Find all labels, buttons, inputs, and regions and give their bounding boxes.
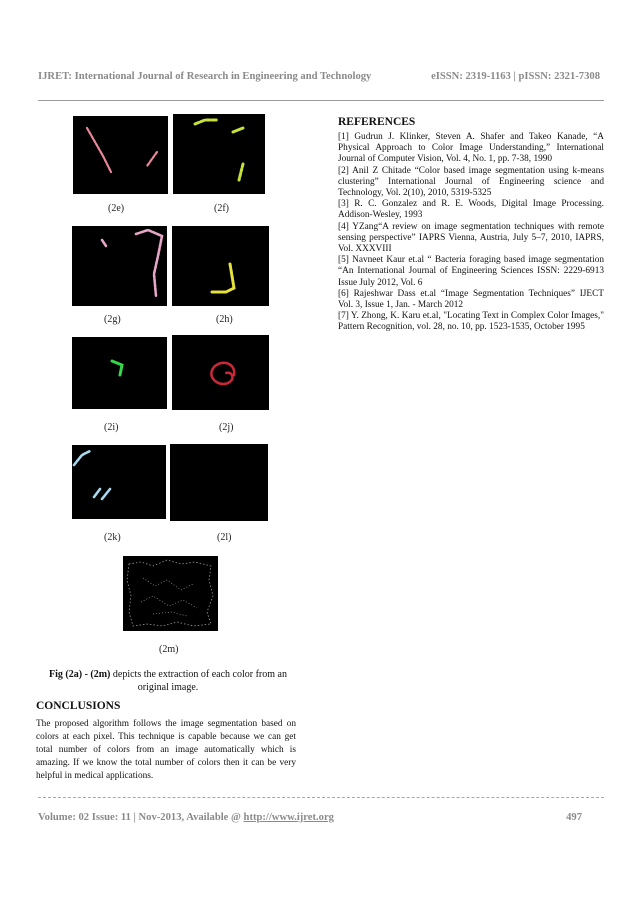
figure-2e-image [73, 116, 168, 194]
conclusions-heading: CONCLUSIONS [36, 700, 121, 712]
page-number: 497 [566, 812, 582, 823]
journal-title: IJRET: International Journal of Research in Engineering and Technology [38, 71, 372, 82]
label-2m: (2m) [159, 644, 179, 655]
footer-volume-text: Volume: 02 Issue: 11 | Nov-2013, Available @ [38, 812, 244, 823]
figure-2i-image [72, 337, 167, 409]
reference-item: [3] R. C. Gonzalez and R. E. Woods, Digital Image Processing. Addison-Wesley, 1993 [338, 199, 604, 221]
footer-rule [38, 797, 604, 798]
figure-2j-image [172, 335, 269, 410]
journal-link[interactable]: http://www.ijret.org [243, 812, 334, 823]
page-footer [38, 812, 582, 823]
reference-item: [4] YZang“A review on image segmentation techniques with remote sensing perspective” IAPRS Vienna, Austria, July 5–7, 2010, IAPRS, Vol. XXXVIII [338, 221, 604, 255]
reference-item: [5] Navneet Kaur et.al “ Bacteria foraging based image segmentation “An International Journal of Engineering Sciences ISSN: 2229-6913 Issue July 2012, Vol. 6 [338, 255, 604, 288]
header-rule [38, 100, 604, 101]
label-2l: (2l) [217, 532, 232, 543]
label-2f: (2f) [214, 203, 229, 214]
figure-2k-image [72, 445, 166, 519]
figure-2g-image [72, 226, 167, 306]
label-2j: (2j) [219, 422, 234, 433]
issn: eISSN: 2319-1163 | pISSN: 2321-7308 [431, 71, 600, 82]
reference-item: [2] Anil Z Chitade “Color based image segmentation using k-means clustering” International Journal of Engineering science and Technology, Vol. 2(10), 2010, 5319-5325 [338, 165, 604, 199]
figure-caption [36, 668, 300, 694]
reference-item: [7] Y. Zhong, K. Karu et.al, "Locating Text in Complex Color Images," Pattern Recognition, vol. 28, no. 10, pp. 1523-1535, October 1995 [338, 311, 604, 333]
figure-2f-image [173, 114, 265, 194]
label-2i: (2i) [104, 422, 119, 433]
figure-caption-text: depicts the extraction of each color from an original image. [110, 669, 287, 693]
label-2h: (2h) [216, 314, 233, 325]
label-2e: (2e) [108, 203, 125, 214]
figure-caption-label: Fig (2a) - (2m) [49, 669, 111, 680]
footer-volume [38, 812, 334, 823]
label-2g: (2g) [104, 314, 121, 325]
conclusions-text: The proposed algorithm follows the image segmentation based on colors at each pixel. This technique is capable because we can get total number of colors from an image automatically which is amazing. If we know the total number of colors then it can be very helpful in medical applications. [36, 719, 296, 781]
label-2k: (2k) [104, 532, 121, 543]
figure-2m-image [123, 556, 218, 631]
references-list [338, 132, 604, 334]
reference-item: [6] Rajeshwar Dass et.al “Image Segmentation Techniques” IJECT Vol. 3, Issue 1, Jan. - March 2012 [338, 288, 604, 311]
reference-item: [1] Gudrun J. Klinker, Steven A. Shafer and Takeo Kanade, “A Physical Approach to Color Image Understanding,” International Journal of Computer Vision, Vol. 4, No. 1, pp. 7-38, 1990 [338, 132, 604, 165]
page-header [38, 71, 600, 82]
figure-2l-image [170, 444, 268, 521]
references-heading: REFERENCES [338, 116, 416, 128]
figure-2h-image [172, 226, 269, 306]
